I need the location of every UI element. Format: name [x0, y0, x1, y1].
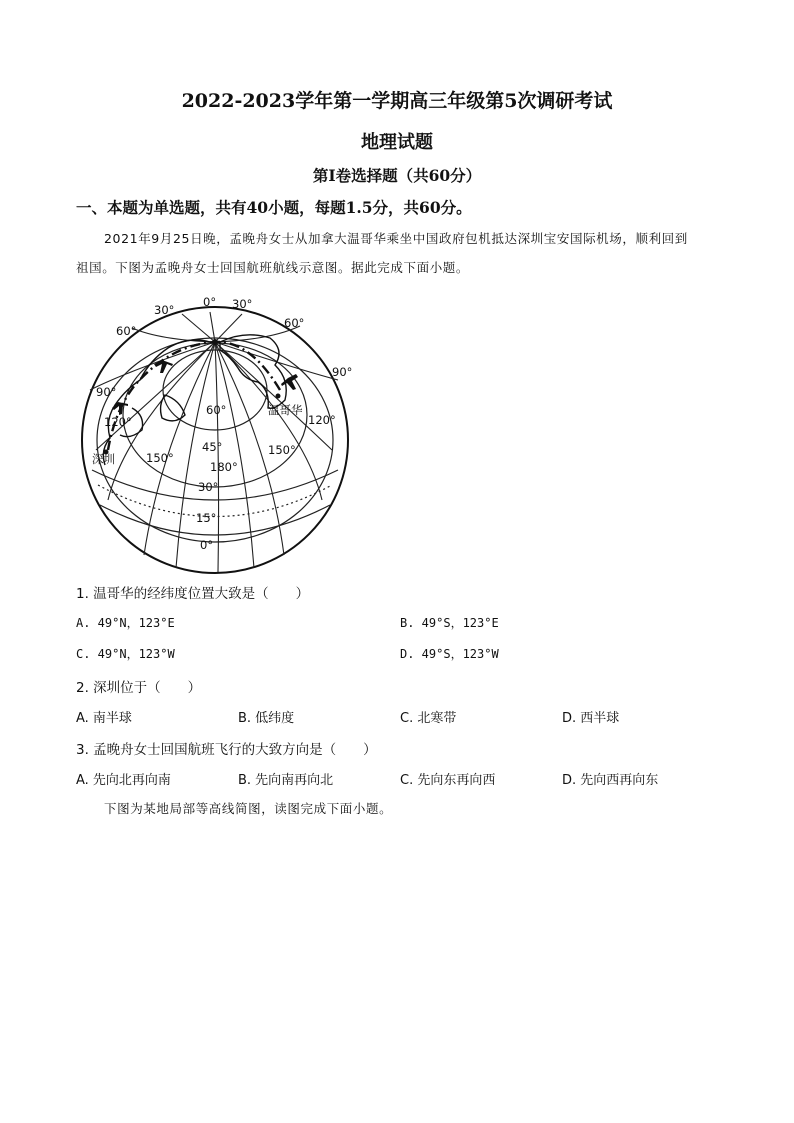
question-2-option-c[interactable]: C. 北寒带	[400, 711, 457, 726]
lat-label-60: 60°	[206, 403, 227, 417]
question-2-option-d[interactable]: D. 西半球	[562, 711, 620, 726]
question-1-stem: 1. 温哥华的经纬度位置大致是（ ）	[76, 586, 310, 602]
next-passage-intro: 下图为某地局部等高线简图，读图完成下面小题。	[104, 801, 393, 816]
lon-label-60w: 60°	[116, 324, 137, 338]
question-1-option-c[interactable]: C. 49°N，123°W	[76, 647, 175, 661]
question-3-stem: 3. 孟晚舟女士回国航班飞行的大致方向是（ ）	[76, 742, 377, 758]
section-heading: 一、本题为单选题，共有40小题，每题1.5分，共60分。	[76, 198, 472, 217]
lon-label-90e: 90°	[332, 365, 353, 379]
lon-label-180: 180°	[210, 460, 238, 474]
lon-label-30e: 30°	[232, 297, 253, 311]
exam-title: 2022-2023学年第一学期高三年级第5次调研考试	[181, 90, 613, 112]
lon-label-150w: 150°	[146, 451, 174, 465]
lon-label-120e: 120°	[308, 413, 336, 427]
lon-label-60e: 60°	[284, 316, 305, 330]
lat-label-0: 0°	[200, 538, 214, 552]
lon-label-90w: 90°	[96, 385, 117, 399]
lat-label-30: 30°	[198, 480, 219, 494]
lon-label-120w: 120°	[104, 415, 132, 429]
lon-label-0: 0°	[203, 295, 217, 309]
passage-line-1: 2021年9月25日晚，孟晚舟女士从加拿大温哥华乘坐中国政府包机抵达深圳宝安国际机场，顺利回到	[104, 231, 688, 246]
question-3-option-c[interactable]: C. 先向东再向西	[400, 773, 496, 788]
city-label-shenzhen: 深圳	[92, 452, 115, 466]
question-3-option-d[interactable]: D. 先向西再向东	[562, 773, 659, 788]
part-heading: 第Ⅰ卷选择题（共60分）	[312, 166, 482, 185]
question-2-stem: 2. 深圳位于（ ）	[76, 680, 202, 696]
vancouver-marker	[276, 394, 281, 399]
north-pole-marker	[212, 339, 218, 345]
flight-route-globe-map	[70, 290, 370, 580]
question-2-option-b[interactable]: B. 低纬度	[238, 711, 295, 726]
question-3-option-b[interactable]: B. 先向南再向北	[238, 773, 334, 788]
question-1-option-a[interactable]: A. 49°N，123°E	[76, 616, 175, 630]
question-2-option-a[interactable]: A. 南半球	[76, 711, 132, 726]
lat-label-45: 45°	[202, 440, 223, 454]
lat-label-15: 15°	[196, 511, 217, 525]
lon-label-30w: 30°	[154, 303, 175, 317]
question-3-option-a[interactable]: A. 先向北再向南	[76, 773, 171, 788]
passage-line-2: 祖国。下图为孟晚舟女士回国航班航线示意图。据此完成下面小题。	[76, 260, 470, 275]
question-1-option-b[interactable]: B. 49°S，123°E	[400, 616, 499, 630]
lon-label-150e: 150°	[268, 443, 296, 457]
question-1-option-d[interactable]: D. 49°S，123°W	[400, 647, 499, 661]
city-label-vancouver: 温哥华	[268, 403, 303, 417]
exam-subtitle: 地理试题	[361, 132, 433, 153]
